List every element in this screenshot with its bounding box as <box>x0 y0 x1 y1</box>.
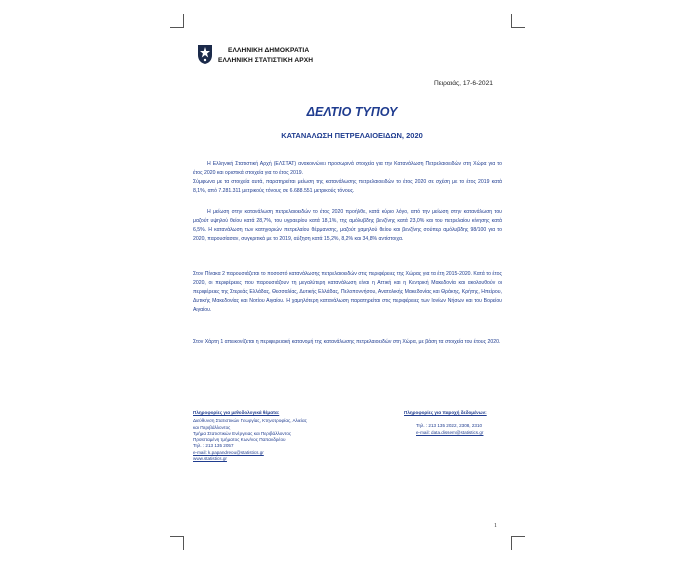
org-line-2: ΕΛΛΗΝΙΚΗ ΣΤΑΤΙΣΤΙΚΗ ΑΡΧΗ <box>218 56 314 64</box>
paragraph-intro <box>193 160 502 196</box>
paragraph-map <box>193 338 502 347</box>
info-line: Προϊσταμένη τμήματος Κων/νος Παπανδρέου <box>193 437 286 443</box>
page-title: ΔΕΛΤΙΟ ΤΥΠΟΥ <box>306 105 398 119</box>
info-telephone: Τηλ. : 213 135 2057 <box>193 443 234 449</box>
crop-mark <box>511 536 512 550</box>
info-email-link[interactable]: e-mail: k.papandreou@statistics.gr <box>193 449 264 455</box>
crop-mark <box>511 14 512 28</box>
info-email-link[interactable]: e-mail: data.dissem@statistics.gr <box>416 429 484 435</box>
org-line-1: ΕΛΛΗΝΙΚΗ ΔΗΜΟΚΡΑΤΙΑ <box>228 47 310 54</box>
paragraph-text: Σύμφωνα με τα στοιχεία αυτά, παρατηρείται μείωση της κατανάλωσης πετρελαιοειδών το έτος 2020 σε σχέση με το έτος 2019 κατά 8,1%, από 7.281.311 μετρικούς τόνους σε 6.688.551 μετρικούς τόνους. <box>193 178 502 194</box>
crop-mark <box>170 27 184 28</box>
paragraph-decrease <box>193 208 502 244</box>
paragraph-text: Στον Χάρτη 1 απεικονίζεται η περιφερειακή κατανομή της κατανάλωσης πετρελαιοειδών στη Χώρα, με βάση τα στοιχεία του έτους 2020. <box>193 339 501 345</box>
methodology-contact-info <box>193 410 307 462</box>
info-line: Διεύθυνση Στατιστικών Γεωργίας, Κτηνοτροφίας, Αλιείας <box>193 418 307 424</box>
paragraph-text: Η μείωση στην κατανάλωση πετρελαιοειδών το έτος 2020 προήλθε, κατά κύριο λόγο, από την μείωση στην κατανάλωση του μαζούτ υψηλού θείου κατά 28,7%, του υγραερίου κατά 18,1%, της αμόλυβδης βενζίνης κατά 23,0% και του πετρελαίου κίνησης κατά 6,5%. Η κατανάλωση των κατηγοριών πετρελαίου θέρμανσης, μαζούτ χαμηλού θείου και βενζίνης σούπερ αμόλυβδης 98/100 για το 2020, παρουσίασαν, συγκριτικά με το 2019, αύξηση κατά 15,2%, 8,2% και 34,8% αντίστοιχα. <box>193 209 502 242</box>
crop-mark <box>511 536 525 537</box>
info-line: και Περιβάλλοντος <box>193 424 231 430</box>
website-link[interactable]: www.statistics.gr <box>193 456 227 462</box>
info-line: Τμήμα Στατιστικών Ενέργειας και Περιβάλλοντος <box>193 430 292 436</box>
date-line: Πειραιάς, 17-6-2021 <box>434 80 493 87</box>
crop-mark <box>183 14 184 28</box>
page-number: 1 <box>494 523 497 529</box>
crop-mark <box>170 536 184 537</box>
paragraph-regions <box>193 270 502 315</box>
organization-name <box>218 46 313 65</box>
greek-emblem-icon <box>196 43 214 65</box>
crop-mark <box>183 536 184 550</box>
data-provision-contact-info <box>404 410 487 436</box>
crop-mark <box>511 27 525 28</box>
paragraph-text: Στον Πίνακα 2 παρουσιάζεται το ποσοστό κατανάλωσης πετρελαιοειδών στις περιφέρειες της Χώρας για τα έτη 2015-2020. Κατά το έτος 2020, οι περιφέρειες που παρουσιάζουν τη μεγαλύτερη κατανάλωση είναι η Αττική και η Κεντρική Μακεδονία και ακολουθούν οι περιφέρειες της Στερεάς Ελλάδας, Θεσσαλίας, Δυτικής Ελλάδας, Πελοποννήσου, Ανατολικής Μακεδονίας και Θράκης, Κρήτης, Ηπείρου, Δυτικής Μακεδονίας και Νοτίου Αιγαίου. Η χαμηλότερη κατανάλωση παρατηρείται στις περιφέρειες των Ιονίων Νήσων και του Βορείου Αιγαίου. <box>193 271 502 313</box>
page-subtitle: ΚΑΤΑΝΑΛΩΣΗ ΠΕΤΡΕΛΑΙΟΕΙΔΩΝ, 2020 <box>281 131 423 140</box>
info-heading: Πληροφορίες για μεθοδολογικά θέματα: <box>193 410 280 415</box>
paragraph-text: Η Ελληνική Στατιστική Αρχή (ΕΛΣΤΑΤ) ανακοινώνει προσωρινά στοιχεία για την Κατανάλωση Πετρελαιοειδών στη Χώρα για το έτος 2020 και οριστικά στοιχεία για το έτος 2019. <box>193 161 502 176</box>
info-telephone: Τηλ. : 213 135 2022, 2308, 2310 <box>416 423 483 429</box>
info-heading: Πληροφορίες για παροχή δεδομένων: <box>404 410 487 415</box>
